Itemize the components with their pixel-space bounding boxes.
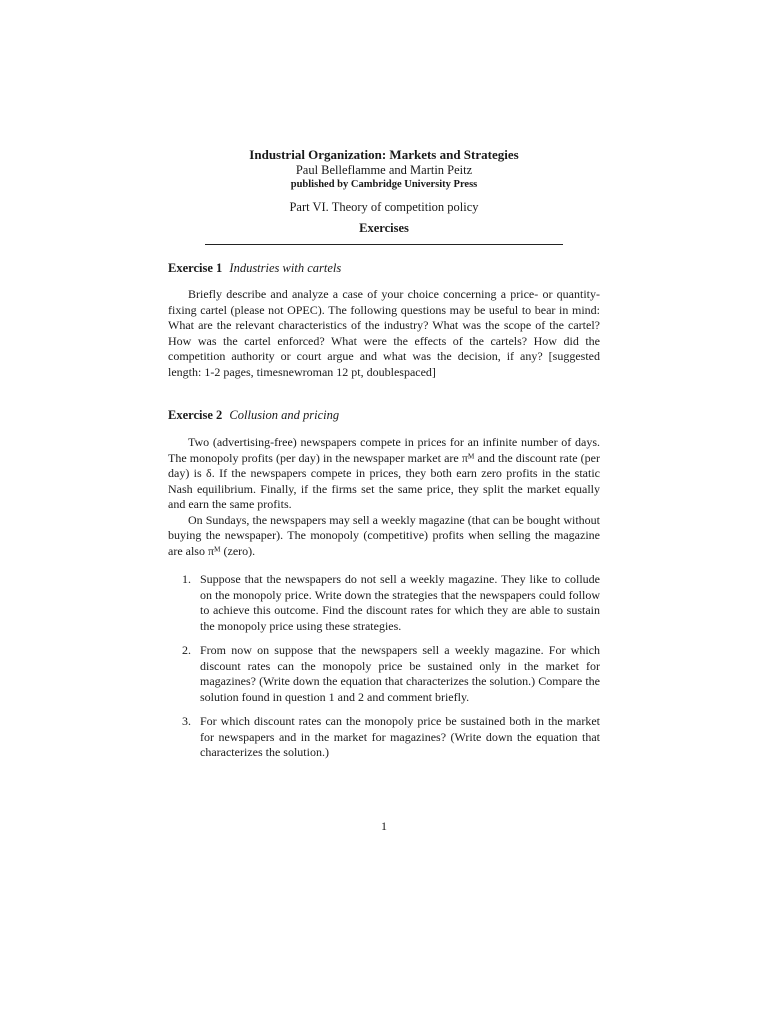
exercise-1-body: Briefly describe and analyze a case of your choice concerning a price- or quantity-fixing cartel (please not OPEC). The following questions may be useful to bear in mind: What are the relevant characteristics of the industry? What was the scope of the cartel? How was the cartel enforced? What were the effects of the cartels? How did the competition authority or court argue and what was the decision, if any? [suggested length: 1-2 pages, timesnewroman 12 pt, doublespaced] (168, 287, 600, 379)
exercise-1-title (168, 261, 600, 276)
document-header (168, 147, 600, 245)
list-item (168, 572, 600, 634)
exercise-2-subject: Collusion and pricing (229, 408, 340, 422)
exercise-2-paragraph-1: Two (advertising-free) newspapers compete in prices for an infinite number of days. The monopoly profits (per day) in the newspaper market are πᴹ and the discount rate (per day) is δ. If the newspapers compete in prices, they both earn zero profits in the static Nash equilibrium. Finally, if the firms set the same price, they split the market equally and earn the same profits. (168, 435, 600, 511)
exercise-2 (168, 408, 600, 770)
publisher: published by Cambridge University Press (290, 179, 478, 190)
exercise-1-label: Exercise 1 (168, 261, 223, 275)
question-text: Suppose that the newspapers do not sell a weekly magazine. They like to collude on the monopoly price. Write down the strategies that the newspapers could follow to achieve this outcome. Find the discount rates for which they are able to sustain the monopoly price using these strategies. (200, 572, 600, 633)
question-number: 3. (182, 714, 191, 728)
question-number: 2. (182, 643, 191, 657)
list-item (168, 643, 600, 705)
document-page (168, 0, 600, 1024)
question-list (168, 572, 600, 761)
exercise-2-title (168, 408, 600, 423)
list-item (168, 714, 600, 761)
authors: Paul Belleflamme and Martin Peitz (295, 163, 473, 177)
exercise-2-label: Exercise 2 (168, 408, 223, 422)
exercise-1-subject: Industries with cartels (229, 261, 342, 275)
header-rule (205, 244, 563, 245)
question-text: For which discount rates can the monopoly price be sustained both in the market for newspapers and in the market for magazines? (Write down the equation that characterizes the solution.) (200, 714, 600, 759)
page-number: 1 (381, 819, 387, 833)
question-text: From now on suppose that the newspapers sell a weekly magazine. For which discount rates can the monopoly price be sustained only in the market for magazines? (Write down the equation that characterizes the solution.) Compare the solution found in question 1 and 2 and comment briefly. (200, 643, 600, 704)
section-heading: Exercises (359, 221, 409, 235)
book-title: Industrial Organization: Markets and Strategies (249, 147, 519, 162)
part-title: Part VI. Theory of competition policy (289, 200, 479, 214)
exercise-1 (168, 261, 600, 380)
exercise-2-paragraph-2: On Sundays, the newspapers may sell a weekly magazine (that can be bought without buying the newspaper). The monopoly (competitive) profits when selling the magazine are also πᴹ (zero). (168, 512, 600, 558)
question-number: 1. (182, 572, 191, 586)
